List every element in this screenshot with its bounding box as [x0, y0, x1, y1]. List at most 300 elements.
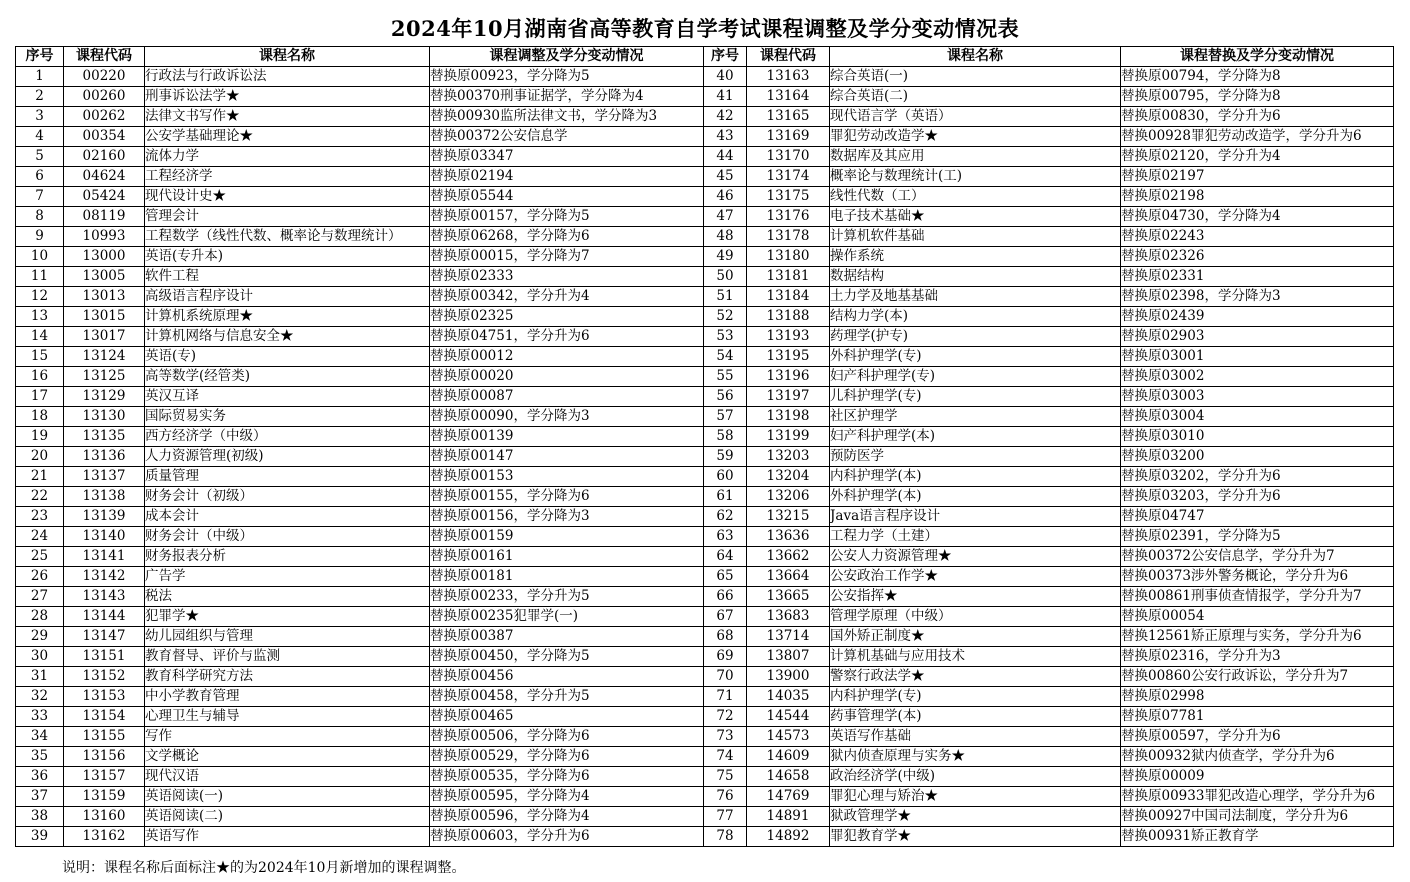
index-cell-right: 47: [704, 207, 747, 227]
course-name-cell-left: 工程经济学: [145, 167, 430, 187]
course-name-cell-left: 英汉互译: [145, 387, 430, 407]
code-cell-right: 13195: [747, 347, 830, 367]
header-index-right: 序号: [704, 47, 747, 67]
code-cell-left: 13151: [64, 647, 145, 667]
index-cell-right: 58: [704, 427, 747, 447]
code-cell-right: 13662: [747, 547, 830, 567]
code-cell-left: 10993: [64, 227, 145, 247]
index-cell-left: 4: [16, 127, 64, 147]
code-cell-left: 13160: [64, 807, 145, 827]
index-cell-right: 74: [704, 747, 747, 767]
course-name-cell-right: 狱内侦查原理与实务★: [830, 747, 1121, 767]
index-cell-left: 18: [16, 407, 64, 427]
course-name-cell-right: 概率论与数理统计(工): [830, 167, 1121, 187]
table-row: [16, 387, 1394, 407]
change-cell-left: 替换原00015，学分降为7: [430, 247, 704, 267]
course-name-cell-left: 成本会计: [145, 507, 430, 527]
header-code-right: 课程代码: [747, 47, 830, 67]
index-cell-right: 53: [704, 327, 747, 347]
code-cell-left: 13155: [64, 727, 145, 747]
course-name-cell-right: 管理学原理（中级）: [830, 607, 1121, 627]
code-cell-left: 13157: [64, 767, 145, 787]
course-name-cell-right: 线性代数（工）: [830, 187, 1121, 207]
course-name-cell-left: 刑事诉讼法学★: [145, 87, 430, 107]
course-name-cell-left: 财务会计（初级）: [145, 487, 430, 507]
index-cell-left: 31: [16, 667, 64, 687]
code-cell-left: 04624: [64, 167, 145, 187]
code-cell-right: 13636: [747, 527, 830, 547]
change-cell-left: 替换原00233，学分升为5: [430, 587, 704, 607]
course-name-cell-left: 计算机网络与信息安全★: [145, 327, 430, 347]
course-name-cell-left: 英语阅读(二): [145, 807, 430, 827]
index-cell-right: 43: [704, 127, 747, 147]
change-cell-right: 替换原02198: [1121, 187, 1394, 207]
course-name-cell-right: 妇产科护理学(专): [830, 367, 1121, 387]
table-row: [16, 727, 1394, 747]
code-cell-left: 08119: [64, 207, 145, 227]
table-row: [16, 507, 1394, 527]
header-name-left: 课程名称: [145, 47, 430, 67]
code-cell-left: 13139: [64, 507, 145, 527]
index-cell-left: 24: [16, 527, 64, 547]
change-cell-left: 替换原00456: [430, 667, 704, 687]
table-row: [16, 227, 1394, 247]
code-cell-right: 14035: [747, 687, 830, 707]
change-cell-right: 替换原03003: [1121, 387, 1394, 407]
index-cell-right: 55: [704, 367, 747, 387]
table-row: [16, 107, 1394, 127]
header-change-right: 课程替换及学分变动情况: [1121, 47, 1394, 67]
index-cell-left: 23: [16, 507, 64, 527]
course-name-cell-left: 行政法与行政诉讼法: [145, 67, 430, 87]
code-cell-right: 13196: [747, 367, 830, 387]
index-cell-right: 77: [704, 807, 747, 827]
index-cell-left: 36: [16, 767, 64, 787]
change-cell-right: 替换00373涉外警务概论，学分升为6: [1121, 567, 1394, 587]
course-name-cell-left: 写作: [145, 727, 430, 747]
index-cell-right: 65: [704, 567, 747, 587]
code-cell-right: 13169: [747, 127, 830, 147]
change-cell-right: 替换原00933罪犯改造心理学，学分升为6: [1121, 787, 1394, 807]
course-name-cell-left: 现代设计史★: [145, 187, 430, 207]
change-cell-right: 替换原02243: [1121, 227, 1394, 247]
index-cell-right: 72: [704, 707, 747, 727]
change-cell-right: 替换12561矫正原理与实务，学分升为6: [1121, 627, 1394, 647]
index-cell-left: 12: [16, 287, 64, 307]
code-cell-right: 13900: [747, 667, 830, 687]
code-cell-right: 13188: [747, 307, 830, 327]
course-name-cell-left: 教育督导、评价与监测: [145, 647, 430, 667]
table-row: [16, 567, 1394, 587]
course-name-cell-left: 高级语言程序设计: [145, 287, 430, 307]
course-name-cell-left: 质量管理: [145, 467, 430, 487]
change-cell-left: 替换原02333: [430, 267, 704, 287]
code-cell-right: 13170: [747, 147, 830, 167]
code-cell-right: 13197: [747, 387, 830, 407]
change-cell-left: 替换原00157，学分降为5: [430, 207, 704, 227]
index-cell-right: 48: [704, 227, 747, 247]
index-cell-left: 38: [16, 807, 64, 827]
index-cell-left: 20: [16, 447, 64, 467]
index-cell-left: 21: [16, 467, 64, 487]
code-cell-left: 13013: [64, 287, 145, 307]
index-cell-left: 39: [16, 827, 64, 847]
index-cell-left: 16: [16, 367, 64, 387]
index-cell-left: 34: [16, 727, 64, 747]
table-row: [16, 407, 1394, 427]
code-cell-left: 00260: [64, 87, 145, 107]
course-name-cell-right: 警察行政法学★: [830, 667, 1121, 687]
change-cell-left: 替换原02325: [430, 307, 704, 327]
table-row: [16, 827, 1394, 847]
course-name-cell-left: 税法: [145, 587, 430, 607]
course-name-cell-right: 外科护理学(本): [830, 487, 1121, 507]
index-cell-left: 8: [16, 207, 64, 227]
index-cell-right: 44: [704, 147, 747, 167]
code-cell-right: 13184: [747, 287, 830, 307]
course-name-cell-right: 内科护理学(专): [830, 687, 1121, 707]
index-cell-right: 42: [704, 107, 747, 127]
index-cell-left: 27: [16, 587, 64, 607]
course-name-cell-left: 高等数学(经管类): [145, 367, 430, 387]
change-cell-right: 替换原04730，学分降为4: [1121, 207, 1394, 227]
table-row: [16, 347, 1394, 367]
course-name-cell-right: 工程力学（土建）: [830, 527, 1121, 547]
code-cell-right: 14609: [747, 747, 830, 767]
course-name-cell-left: 文学概论: [145, 747, 430, 767]
index-cell-left: 30: [16, 647, 64, 667]
course-name-cell-right: 外科护理学(专): [830, 347, 1121, 367]
code-cell-left: 13129: [64, 387, 145, 407]
index-cell-left: 10: [16, 247, 64, 267]
index-cell-right: 66: [704, 587, 747, 607]
table-row: [16, 267, 1394, 287]
change-cell-left: 替换原00458，学分升为5: [430, 687, 704, 707]
code-cell-right: 13665: [747, 587, 830, 607]
course-name-cell-left: 法律文书写作★: [145, 107, 430, 127]
index-cell-left: 2: [16, 87, 64, 107]
index-cell-right: 69: [704, 647, 747, 667]
code-cell-left: 13141: [64, 547, 145, 567]
code-cell-left: 13142: [64, 567, 145, 587]
code-cell-left: 13138: [64, 487, 145, 507]
index-cell-left: 5: [16, 147, 64, 167]
index-cell-right: 67: [704, 607, 747, 627]
change-cell-right: 替换原02331: [1121, 267, 1394, 287]
index-cell-right: 40: [704, 67, 747, 87]
change-cell-right: 替换原00009: [1121, 767, 1394, 787]
index-cell-right: 56: [704, 387, 747, 407]
code-cell-right: 13163: [747, 67, 830, 87]
index-cell-right: 61: [704, 487, 747, 507]
change-cell-right: 替换原07781: [1121, 707, 1394, 727]
index-cell-left: 6: [16, 167, 64, 187]
change-cell-right: 替换原03002: [1121, 367, 1394, 387]
code-cell-right: 13174: [747, 167, 830, 187]
change-cell-left: 替换00370刑事证据学，学分降为4: [430, 87, 704, 107]
code-cell-left: 13130: [64, 407, 145, 427]
change-cell-left: 替换原00012: [430, 347, 704, 367]
course-table: [15, 46, 1394, 847]
table-row: [16, 527, 1394, 547]
course-name-cell-right: 儿科护理学(专): [830, 387, 1121, 407]
table-row: [16, 287, 1394, 307]
footnote: 说明：课程名称后面标注★的为2024年10月新增加的课程调整。: [62, 860, 466, 876]
index-cell-left: 25: [16, 547, 64, 567]
index-cell-right: 57: [704, 407, 747, 427]
change-cell-right: 替换原02903: [1121, 327, 1394, 347]
table-row: [16, 447, 1394, 467]
index-cell-right: 49: [704, 247, 747, 267]
code-cell-left: 13153: [64, 687, 145, 707]
course-name-cell-left: 财务报表分析: [145, 547, 430, 567]
index-cell-left: 37: [16, 787, 64, 807]
course-name-cell-left: 管理会计: [145, 207, 430, 227]
table-row: [16, 767, 1394, 787]
index-cell-right: 41: [704, 87, 747, 107]
change-cell-left: 替换原00087: [430, 387, 704, 407]
course-name-cell-left: 流体力学: [145, 147, 430, 167]
index-cell-right: 76: [704, 787, 747, 807]
index-cell-left: 9: [16, 227, 64, 247]
code-cell-right: 13203: [747, 447, 830, 467]
table-row: [16, 607, 1394, 627]
change-cell-left: 替换原00090，学分降为3: [430, 407, 704, 427]
change-cell-right: 替换原03203，学分升为6: [1121, 487, 1394, 507]
change-cell-left: 替换原03347: [430, 147, 704, 167]
course-name-cell-left: 财务会计（中级）: [145, 527, 430, 547]
table-row: [16, 167, 1394, 187]
table-row: [16, 487, 1394, 507]
table-row: [16, 327, 1394, 347]
index-cell-right: 46: [704, 187, 747, 207]
index-cell-right: 78: [704, 827, 747, 847]
change-cell-left: 替换原00159: [430, 527, 704, 547]
table-row: [16, 667, 1394, 687]
change-cell-right: 替换原02316，学分升为3: [1121, 647, 1394, 667]
code-cell-right: 13206: [747, 487, 830, 507]
change-cell-left: 替换00930监所法律文书，学分降为3: [430, 107, 704, 127]
code-cell-left: 00262: [64, 107, 145, 127]
change-cell-left: 替换原00155，学分降为6: [430, 487, 704, 507]
course-name-cell-right: 公安人力资源管理★: [830, 547, 1121, 567]
change-cell-right: 替换原00794，学分降为8: [1121, 67, 1394, 87]
code-cell-right: 13181: [747, 267, 830, 287]
change-cell-left: 替换原00342，学分升为4: [430, 287, 704, 307]
change-cell-right: 替换原02439: [1121, 307, 1394, 327]
change-cell-left: 替换原06268，学分降为6: [430, 227, 704, 247]
change-cell-left: 替换原05544: [430, 187, 704, 207]
change-cell-left: 替换原00156，学分降为3: [430, 507, 704, 527]
course-name-cell-right: 计算机软件基础: [830, 227, 1121, 247]
code-cell-right: 13180: [747, 247, 830, 267]
change-cell-left: 替换原04751，学分升为6: [430, 327, 704, 347]
table-row: [16, 747, 1394, 767]
change-cell-left: 替换原00465: [430, 707, 704, 727]
code-cell-right: 13215: [747, 507, 830, 527]
index-cell-left: 32: [16, 687, 64, 707]
code-cell-right: 14658: [747, 767, 830, 787]
code-cell-left: 13124: [64, 347, 145, 367]
course-name-cell-right: 狱政管理学★: [830, 807, 1121, 827]
course-name-cell-right: 操作系统: [830, 247, 1121, 267]
course-name-cell-left: 中小学教育管理: [145, 687, 430, 707]
index-cell-right: 52: [704, 307, 747, 327]
change-cell-left: 替换原00923，学分降为5: [430, 67, 704, 87]
course-name-cell-right: 计算机基础与应用技术: [830, 647, 1121, 667]
table-row: [16, 367, 1394, 387]
change-cell-right: 替换原02998: [1121, 687, 1394, 707]
table-row: [16, 87, 1394, 107]
course-name-cell-left: 幼儿园组织与管理: [145, 627, 430, 647]
change-cell-right: 替换原00054: [1121, 607, 1394, 627]
index-cell-right: 59: [704, 447, 747, 467]
index-cell-left: 3: [16, 107, 64, 127]
code-cell-right: 14573: [747, 727, 830, 747]
index-cell-left: 33: [16, 707, 64, 727]
change-cell-left: 替换原00603，学分升为6: [430, 827, 704, 847]
change-cell-left: 替换00372公安信息学: [430, 127, 704, 147]
course-name-cell-right: 预防医学: [830, 447, 1121, 467]
table-row: [16, 67, 1394, 87]
change-cell-right: 替换原03202，学分升为6: [1121, 467, 1394, 487]
course-name-cell-left: 英语写作: [145, 827, 430, 847]
index-cell-left: 26: [16, 567, 64, 587]
change-cell-right: 替换原03004: [1121, 407, 1394, 427]
course-name-cell-left: 软件工程: [145, 267, 430, 287]
code-cell-right: 14544: [747, 707, 830, 727]
table-row: [16, 207, 1394, 227]
course-name-cell-right: 罪犯心理与矫治★: [830, 787, 1121, 807]
course-name-cell-right: 土力学及地基基础: [830, 287, 1121, 307]
index-cell-left: 7: [16, 187, 64, 207]
index-cell-left: 35: [16, 747, 64, 767]
course-name-cell-right: 电子技术基础★: [830, 207, 1121, 227]
course-name-cell-right: 药理学(护专): [830, 327, 1121, 347]
course-name-cell-right: 罪犯劳动改造学★: [830, 127, 1121, 147]
change-cell-right: 替换00931矫正教育学: [1121, 827, 1394, 847]
table-row: [16, 707, 1394, 727]
course-name-cell-right: 内科护理学(本): [830, 467, 1121, 487]
index-cell-right: 71: [704, 687, 747, 707]
code-cell-right: 13204: [747, 467, 830, 487]
header-name-right: 课程名称: [830, 47, 1121, 67]
course-name-cell-left: 计算机系统原理★: [145, 307, 430, 327]
change-cell-right: 替换00861刑事侦查情报学，学分升为7: [1121, 587, 1394, 607]
change-cell-left: 替换原00020: [430, 367, 704, 387]
table-row: [16, 147, 1394, 167]
course-name-cell-right: 结构力学(本): [830, 307, 1121, 327]
change-cell-right: 替换原00795，学分降为8: [1121, 87, 1394, 107]
index-cell-right: 51: [704, 287, 747, 307]
change-cell-right: 替换00932狱内侦查学，学分升为6: [1121, 747, 1394, 767]
change-cell-left: 替换原00529，学分降为6: [430, 747, 704, 767]
table-header-row: [16, 47, 1394, 67]
course-name-cell-left: 公安学基础理论★: [145, 127, 430, 147]
index-cell-right: 68: [704, 627, 747, 647]
course-name-cell-right: 数据结构: [830, 267, 1121, 287]
course-name-cell-right: Java语言程序设计: [830, 507, 1121, 527]
table-row: [16, 547, 1394, 567]
change-cell-left: 替换原00153: [430, 467, 704, 487]
change-cell-right: 替换原02326: [1121, 247, 1394, 267]
code-cell-right: 13714: [747, 627, 830, 647]
code-cell-left: 13156: [64, 747, 145, 767]
code-cell-left: 13136: [64, 447, 145, 467]
code-cell-right: 13178: [747, 227, 830, 247]
course-name-cell-right: 政治经济学(中级): [830, 767, 1121, 787]
course-name-cell-right: 综合英语(一): [830, 67, 1121, 87]
table-row: [16, 307, 1394, 327]
index-cell-left: 11: [16, 267, 64, 287]
code-cell-right: 14892: [747, 827, 830, 847]
change-cell-left: 替换原00181: [430, 567, 704, 587]
code-cell-left: 13015: [64, 307, 145, 327]
change-cell-right: 替换原00830，学分升为6: [1121, 107, 1394, 127]
change-cell-right: 替换原02398，学分降为3: [1121, 287, 1394, 307]
course-name-cell-left: 英语(专): [145, 347, 430, 367]
change-cell-left: 替换原02194: [430, 167, 704, 187]
index-cell-right: 75: [704, 767, 747, 787]
change-cell-right: 替换原03200: [1121, 447, 1394, 467]
page-title: 2024年10月湖南省高等教育自学考试课程调整及学分变动情况表: [390, 16, 1020, 41]
header-change-left: 课程调整及学分变动情况: [430, 47, 704, 67]
course-name-cell-right: 公安指挥★: [830, 587, 1121, 607]
code-cell-left: 00220: [64, 67, 145, 87]
code-cell-right: 14769: [747, 787, 830, 807]
table-row: [16, 787, 1394, 807]
table-row: [16, 627, 1394, 647]
change-cell-right: 替换原03010: [1121, 427, 1394, 447]
change-cell-left: 替换原00595，学分降为4: [430, 787, 704, 807]
index-cell-left: 1: [16, 67, 64, 87]
course-name-cell-right: 现代语言学（英语）: [830, 107, 1121, 127]
course-name-cell-right: 国外矫正制度★: [830, 627, 1121, 647]
header-code-left: 课程代码: [64, 47, 145, 67]
code-cell-right: 13683: [747, 607, 830, 627]
course-name-cell-left: 英语(专升本): [145, 247, 430, 267]
course-name-cell-left: 现代汉语: [145, 767, 430, 787]
course-name-cell-right: 综合英语(二): [830, 87, 1121, 107]
index-cell-left: 17: [16, 387, 64, 407]
table-row: [16, 427, 1394, 447]
table-row: [16, 687, 1394, 707]
course-name-cell-left: 国际贸易实务: [145, 407, 430, 427]
code-cell-left: 13147: [64, 627, 145, 647]
index-cell-right: 64: [704, 547, 747, 567]
course-name-cell-left: 西方经济学（中级）: [145, 427, 430, 447]
code-cell-left: 13162: [64, 827, 145, 847]
table-row: [16, 247, 1394, 267]
course-name-cell-right: 药事管理学(本): [830, 707, 1121, 727]
course-name-cell-left: 工程数学（线性代数、概率论与数理统计）: [145, 227, 430, 247]
code-cell-left: 13125: [64, 367, 145, 387]
code-cell-left: 13137: [64, 467, 145, 487]
code-cell-left: 13140: [64, 527, 145, 547]
change-cell-right: 替换00372公安信息学，学分升为7: [1121, 547, 1394, 567]
change-cell-right: 替换原03001: [1121, 347, 1394, 367]
index-cell-right: 73: [704, 727, 747, 747]
code-cell-right: 13175: [747, 187, 830, 207]
code-cell-right: 14891: [747, 807, 830, 827]
table-row: [16, 807, 1394, 827]
course-name-cell-left: 英语阅读(一): [145, 787, 430, 807]
course-name-cell-right: 妇产科护理学(本): [830, 427, 1121, 447]
code-cell-left: 13144: [64, 607, 145, 627]
index-cell-left: 29: [16, 627, 64, 647]
code-cell-left: 13159: [64, 787, 145, 807]
code-cell-left: 13154: [64, 707, 145, 727]
